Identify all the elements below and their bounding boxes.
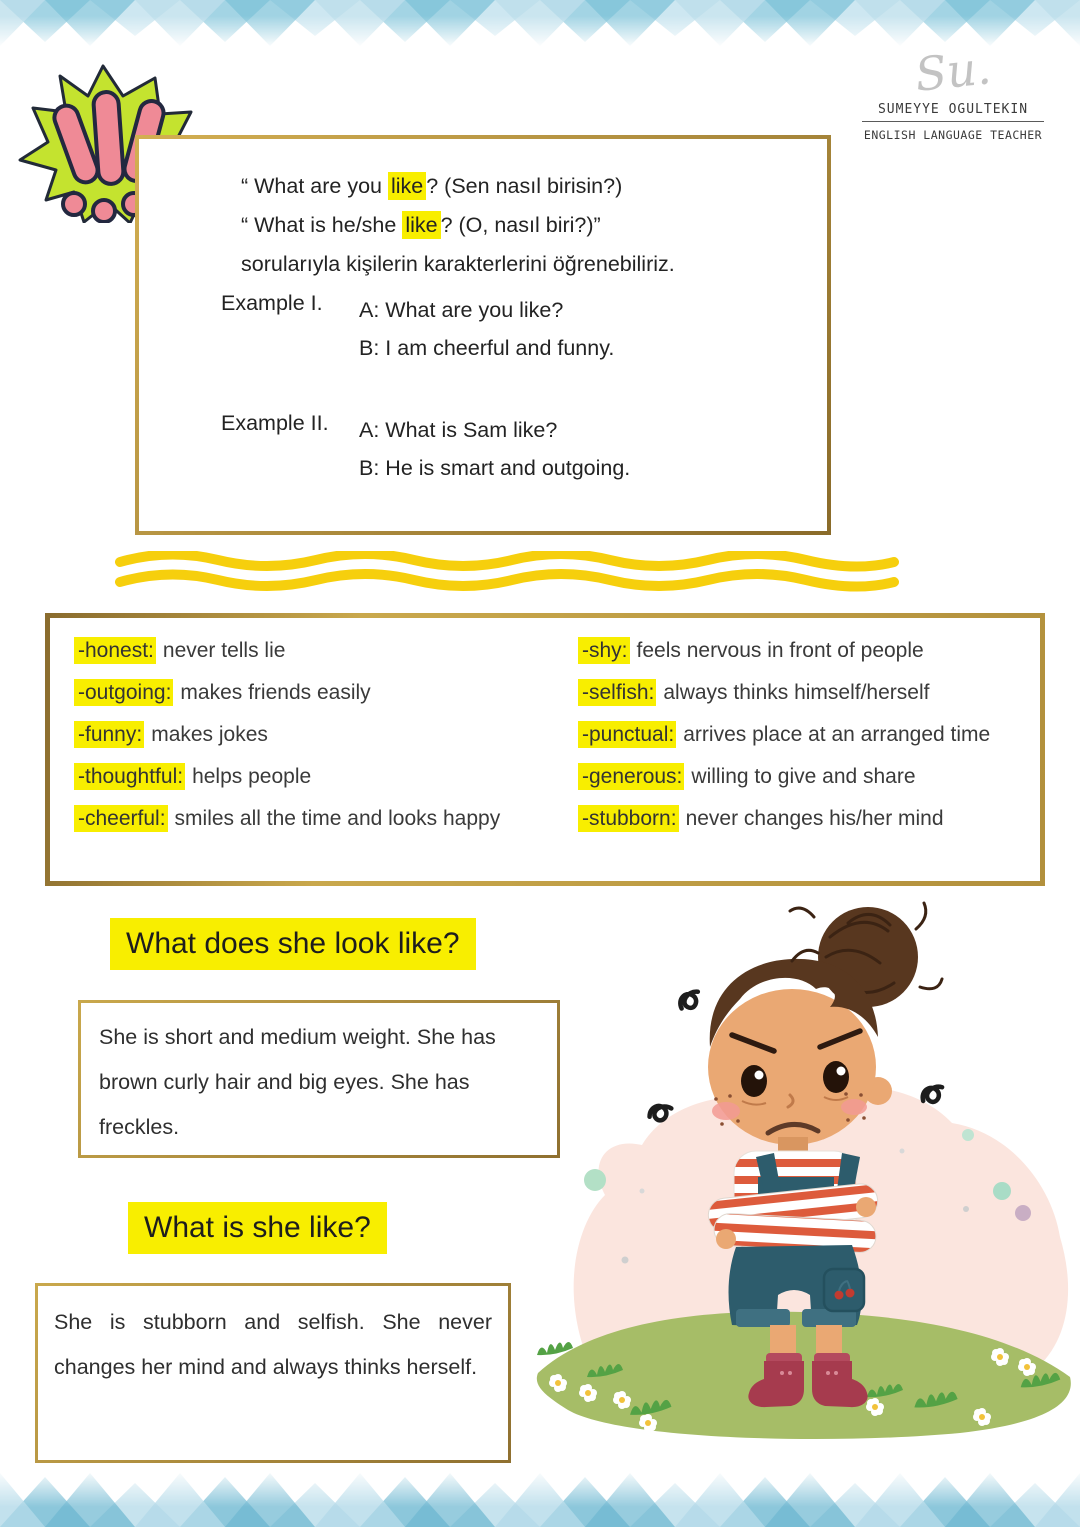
vocab-term: -generous: <box>578 763 684 790</box>
quote-1-highlight: like <box>388 172 426 200</box>
logo-teacher-title: ENGLISH LANGUAGE TEACHER <box>863 128 1043 142</box>
vocab-definition: smiles all the time and looks happy <box>174 807 501 830</box>
vocab-item-outgoing <box>74 678 500 707</box>
vocab-term: -thoughtful: <box>74 763 185 790</box>
quote-line-1 <box>241 167 675 206</box>
top-border-decoration <box>0 0 1080 48</box>
section-is-she-like <box>128 1202 387 1254</box>
quote-1-pre: “ What are you <box>241 174 388 198</box>
vocab-item-thoughtful <box>74 762 500 791</box>
example-2-line-a: A: What is Sam like? <box>359 418 558 442</box>
vocab-item-selfish <box>578 678 990 707</box>
wavy-divider <box>112 551 902 599</box>
girl-pocket <box>824 1269 864 1311</box>
vocab-definition: never changes his/her mind <box>685 807 944 830</box>
example-2-dialog <box>359 411 630 487</box>
vocab-item-shy <box>578 636 990 665</box>
vocab-column-right <box>578 636 990 846</box>
angry-girl-illustration <box>530 895 1080 1455</box>
vocab-term: -shy: <box>578 637 630 664</box>
vocab-definition: makes friends easily <box>180 681 371 704</box>
question-quotes <box>241 167 675 284</box>
look-like-description-text: She is short and medium weight. She has brown curly hair and big eyes. She has freckles. <box>99 1025 496 1139</box>
vocab-term: -honest: <box>74 637 156 664</box>
vocab-term: -punctual: <box>578 721 676 748</box>
vocab-definition: feels nervous in front of people <box>636 639 924 662</box>
vocab-item-generous <box>578 762 990 791</box>
bottom-border-decoration <box>0 1469 1080 1527</box>
vocab-term: -funny: <box>74 721 144 748</box>
examples-block <box>221 291 630 531</box>
vocab-term: -outgoing: <box>74 679 173 706</box>
vocab-definition: makes jokes <box>151 723 268 746</box>
is-she-like-description-text: She is stubborn and selfish. She never changes her mind and always thinks herself. <box>54 1310 492 1379</box>
vocab-column-left <box>74 636 500 846</box>
example-1-dialog <box>359 291 614 367</box>
vocab-item-cheerful <box>74 804 500 833</box>
vocab-term: -selfish: <box>578 679 656 706</box>
logo-divider <box>862 121 1044 122</box>
section-look-like <box>110 918 476 970</box>
vocab-definition: always thinks himself/herself <box>663 681 930 704</box>
intro-box <box>135 135 831 535</box>
section-heading-is-she-like: What is she like? <box>128 1202 387 1254</box>
vocab-item-honest <box>74 636 500 665</box>
example-2-line-b: B: He is smart and outgoing. <box>359 456 631 480</box>
girl-hair-bun <box>790 903 942 1007</box>
quote-2-highlight: like <box>402 211 440 239</box>
quote-line-2 <box>241 206 675 245</box>
vocab-item-stubborn <box>578 804 990 833</box>
vocab-definition: never tells lie <box>162 639 286 662</box>
vocab-definition: willing to give and share <box>691 765 916 788</box>
look-like-description-box <box>78 1000 560 1158</box>
example-1-line-a: A: What are you like? <box>359 298 564 322</box>
vocab-term: -stubborn: <box>578 805 679 832</box>
logo-teacher-name: SUMEYYE OGULTEKIN <box>877 102 1029 117</box>
example-1-label: Example I. <box>221 291 323 315</box>
section-heading-look-like: What does she look like? <box>110 918 476 970</box>
example-1-line-b: B: I am cheerful and funny. <box>359 336 615 360</box>
quote-2-pre: “ What is he/she <box>241 213 403 237</box>
vocab-term: -cheerful: <box>74 805 168 832</box>
quote-1-post: ? (Sen nasıl birisin?) <box>426 174 623 198</box>
quote-line-3: sorularıyla kişilerin karakterlerini öğrenebiliriz. <box>241 252 675 276</box>
is-she-like-description-box <box>35 1283 511 1463</box>
vocab-item-funny <box>74 720 500 749</box>
quote-2-post: ? (O, nasıl biri?)” <box>440 213 601 237</box>
teacher-logo <box>848 42 1058 142</box>
example-2-label: Example II. <box>221 411 329 435</box>
vocab-definition: helps people <box>192 765 312 788</box>
vocab-definition: arrives place at an arranged time <box>683 723 991 746</box>
example-1-row <box>221 291 630 367</box>
vocab-item-punctual <box>578 720 990 749</box>
example-2-row <box>221 411 630 487</box>
vocabulary-box <box>45 613 1045 886</box>
logo-signature: Su. <box>912 40 994 102</box>
girl-face <box>708 989 876 1145</box>
